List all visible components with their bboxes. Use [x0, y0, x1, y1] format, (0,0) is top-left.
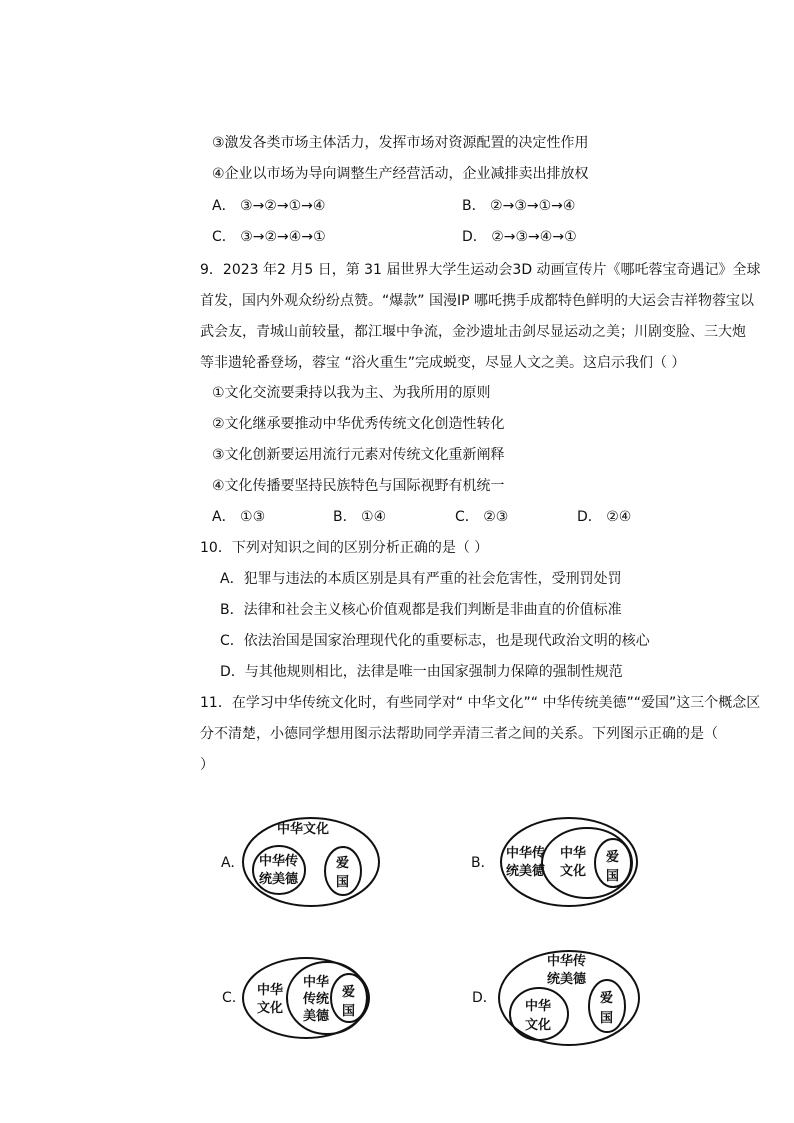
diagram-b-outer-text-1: 中华传	[506, 846, 546, 861]
diagram-b-outer-text-2: 统美德	[506, 864, 546, 879]
diagram-a-left-text-1: 中华传	[259, 854, 299, 869]
q10-option-a: A．犯罪与违法的本质区别是具有严重的社会危害性，受刑罚处罚	[220, 571, 622, 587]
q9-statement-2: ②文化继承要推动中华优秀传统文化创造性转化	[212, 416, 505, 432]
diagram-b-inner-text-2: 国	[606, 869, 620, 884]
diagram-b-middle-text-1: 中华	[560, 846, 587, 861]
q11-stem-line-3: ）	[200, 757, 214, 773]
diagram-c-outer-text-2: 文化	[257, 1001, 284, 1016]
diagram-c-middle-text-2: 传统	[303, 992, 330, 1007]
q10-option-d: D．与其他规则相比，法律是唯一由国家强制力保障的强制性规范	[220, 664, 623, 680]
diagram-a-right-text-2: 国	[336, 875, 350, 890]
diagram-d-left-text-1: 中华	[525, 999, 552, 1014]
q11-stem-line-1: 11．在学习中华传统文化时，有些同学对“ 中华文化”“ 中华传统美德”“爱国”这三个概念区	[200, 695, 761, 711]
q10-stem: 10．下列对知识之间的区别分析正确的是（ ）	[200, 540, 489, 556]
q9-option-a: A． ①③	[212, 509, 266, 525]
q10-option-c: C．依法治国是国家治理现代化的重要标志，也是现代政治文明的核心	[220, 633, 650, 649]
q8-option-a: A． ③→②→①→④	[212, 198, 326, 214]
diagram-d-label: D．	[472, 990, 497, 1006]
q9-stem-line-2: 首发，国内外观众纷纷点赞。“爆款” 国漫IP 哪吒携手成都特色鲜明的大运会吉祥物蓉宝以	[200, 293, 754, 309]
diagram-c-inner-text-2: 国	[342, 1004, 356, 1019]
q11-stem-line-2: 分不清楚，小德同学想用图示法帮助同学弄清三者之间的关系。下列图示正确的是（	[200, 726, 718, 742]
q8-option-c: C． ③→②→④→①	[212, 229, 326, 245]
q9-stem-line-4: 等非遗轮番登场，蓉宝 “浴火重生”完成蜕变，尽显人文之美。这启示我们（ ）	[200, 355, 686, 371]
diagram-b-middle-text-2: 文化	[560, 864, 587, 879]
diagram-b	[499, 816, 639, 908]
diagram-d-left-text-2: 文化	[525, 1018, 552, 1033]
diagram-c-label: C.	[222, 990, 237, 1006]
q8-option-b: B． ②→③→①→④	[462, 198, 576, 214]
diagram-b-label: B．	[471, 855, 495, 871]
diagram-d-outer-text-2: 统美德	[547, 972, 587, 987]
q9-stem-line-3: 武会友，青城山前较量，都江堰中争流，金沙遗址击剑尽显运动之美；川剧变脸、三大炮	[200, 324, 746, 340]
diagram-a-outer-text: 中华文化	[277, 822, 330, 837]
q8-statement-3: ③激发各类市场主体活力，发挥市场对资源配置的决定性作用	[212, 135, 589, 151]
diagram-d	[497, 948, 641, 1048]
q10-option-b: B．法律和社会主义核心价值观都是我们判断是非曲直的价值标准	[220, 602, 622, 618]
q9-stem-line-1: 9．2023 年2 月5 日，第 31 届世界大学生运动会3D 动画宣传片《哪吒蓉宝奇遇记》全球	[200, 262, 761, 278]
diagram-c-middle-text-3: 美德	[303, 1009, 330, 1024]
q9-statement-1: ①文化交流要秉持以我为主、为我所用的原则	[212, 385, 491, 401]
q9-statement-3: ③文化创新要运用流行元素对传统文化重新阐释	[212, 447, 505, 463]
diagram-b-inner-text-1: 爱	[606, 850, 620, 865]
q8-statement-4: ④企业以市场为导向调整生产经营活动，企业减排卖出排放权	[212, 166, 589, 182]
diagram-c-inner-text-1: 爱	[342, 985, 356, 1000]
q9-option-b: B． ①④	[333, 509, 387, 525]
diagram-d-outer-text-1: 中华传	[547, 954, 587, 969]
q9-option-c: C． ②③	[455, 509, 509, 525]
q9-statement-4: ④文化传播要坚持民族特色与国际视野有机统一	[212, 478, 505, 494]
q9-option-d: D． ②④	[577, 509, 632, 525]
diagram-c	[241, 956, 371, 1040]
diagram-d-right-text-2: 国	[600, 1011, 614, 1026]
q8-option-d: D． ②→③→④→①	[462, 229, 577, 245]
diagram-a-right-text-1: 爱	[336, 856, 350, 871]
diagram-a-label: A.	[221, 855, 235, 871]
diagram-a-left-text-2: 统美德	[259, 872, 299, 887]
diagram-a	[241, 816, 381, 908]
diagram-c-outer-text-1: 中华	[257, 983, 284, 998]
diagram-d-right-text-1: 爱	[600, 991, 614, 1006]
diagram-c-middle-text-1: 中华	[303, 975, 330, 990]
